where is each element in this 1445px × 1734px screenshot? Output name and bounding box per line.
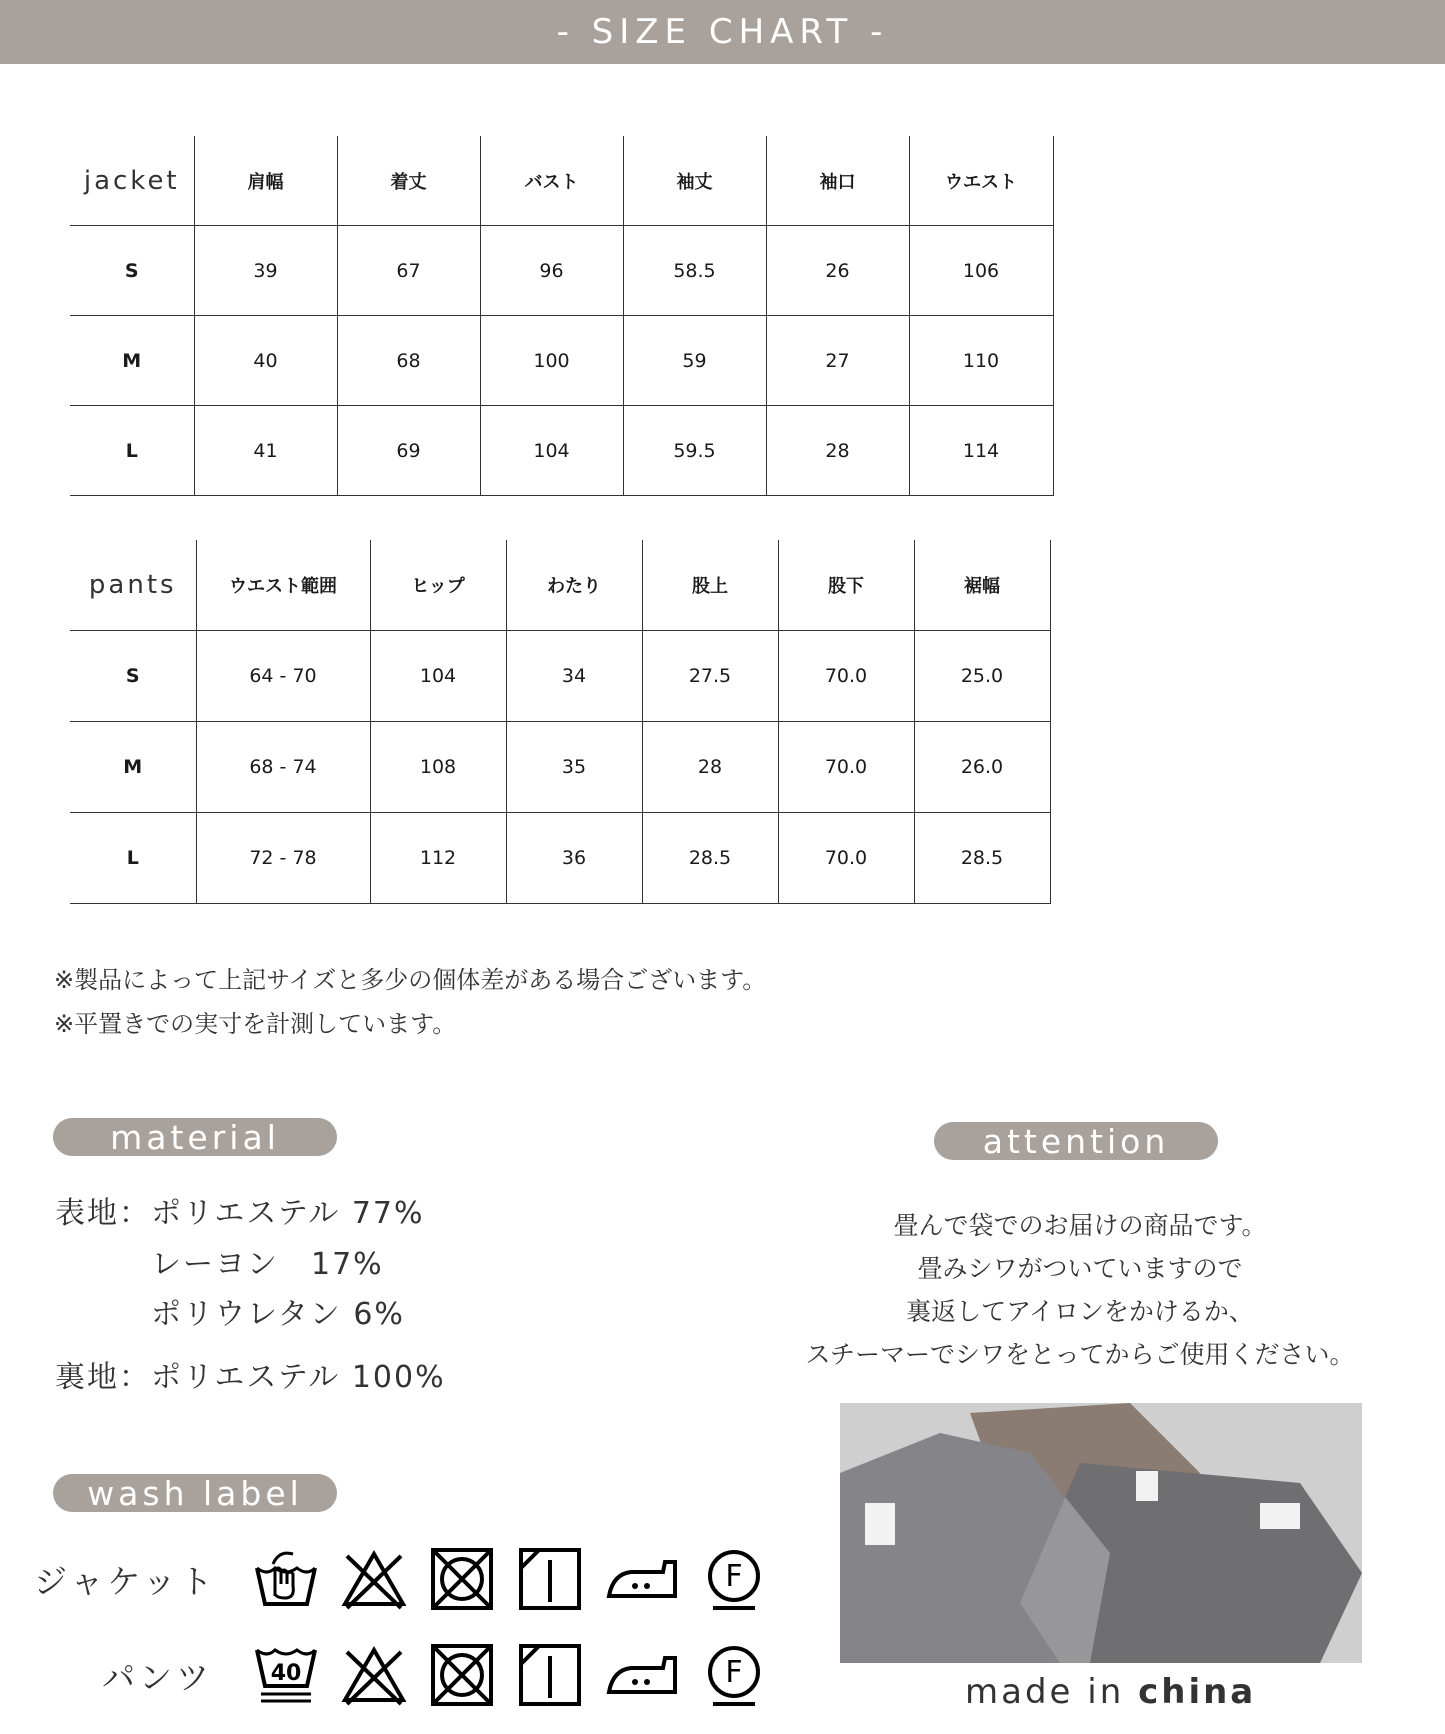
value-cell: 72 - 78	[196, 813, 370, 904]
column-header: 股下	[778, 540, 914, 631]
value-cell: 59	[623, 316, 766, 406]
pants-wash-icons	[253, 1642, 767, 1708]
value-cell: 36	[506, 813, 642, 904]
size-cell: S	[70, 226, 194, 316]
material-line: 表地：ポリエステル 77%	[55, 1196, 425, 1231]
value-cell: 27.5	[642, 631, 778, 722]
size-notes	[54, 958, 766, 1046]
attention-line: 裏返してアイロンをかけるか、	[906, 1297, 1254, 1326]
dry-clean-letter: F	[725, 1559, 743, 1594]
column-header: 股上	[642, 540, 778, 631]
made-in-prefix: made in	[965, 1672, 1125, 1712]
column-header: わたり	[506, 540, 642, 631]
wash-label-pill	[53, 1474, 337, 1512]
size-chart-banner	[0, 0, 1445, 64]
value-cell: 68 - 74	[196, 722, 370, 813]
value-cell: 70.0	[778, 722, 914, 813]
value-cell: 106	[909, 226, 1053, 316]
value-cell: 41	[194, 406, 337, 496]
wash-label-title: wash label	[87, 1473, 303, 1513]
dry-clean-letter: F	[725, 1655, 743, 1690]
value-cell: 40	[194, 316, 337, 406]
jacket-label: jacket	[70, 136, 194, 226]
value-cell: 67	[337, 226, 480, 316]
note-line: ※平置きでの実寸を計測しています。	[54, 1010, 457, 1038]
value-cell: 27	[766, 316, 909, 406]
no-tumble-dry-icon	[429, 1546, 495, 1612]
value-cell: 68	[337, 316, 480, 406]
hand-wash-icon	[253, 1546, 319, 1612]
value-cell: 26.0	[914, 722, 1050, 813]
table-row	[70, 722, 1050, 813]
value-cell: 25.0	[914, 631, 1050, 722]
banner-title: - SIZE CHART -	[556, 12, 889, 52]
size-cell: S	[70, 631, 196, 722]
value-cell: 39	[194, 226, 337, 316]
value-cell: 100	[480, 316, 623, 406]
value-cell: 110	[909, 316, 1053, 406]
no-bleach-icon	[341, 1546, 407, 1612]
value-cell: 28	[642, 722, 778, 813]
value-cell: 64 - 70	[196, 631, 370, 722]
value-cell: 28.5	[914, 813, 1050, 904]
made-in-label	[965, 1672, 1256, 1712]
attention-text	[770, 1204, 1390, 1376]
column-header: 裾幅	[914, 540, 1050, 631]
value-cell: 26	[766, 226, 909, 316]
size-cell: L	[70, 813, 196, 904]
no-tumble-dry-icon	[429, 1642, 495, 1708]
value-cell: 35	[506, 722, 642, 813]
value-cell: 96	[480, 226, 623, 316]
attention-line: スチーマーでシワをとってからご使用ください。	[805, 1340, 1355, 1369]
photo-illustration	[840, 1403, 1362, 1663]
wash-40-icon	[253, 1642, 319, 1708]
column-header: ヒップ	[370, 540, 506, 631]
no-bleach-icon	[341, 1642, 407, 1708]
attention-line: 畳んで袋でのお届けの商品です。	[893, 1211, 1267, 1240]
table-row	[70, 226, 1053, 316]
value-cell: 59.5	[623, 406, 766, 496]
attention-line: 畳みシワがついていますので	[917, 1254, 1243, 1283]
column-header: 着丈	[337, 136, 480, 226]
jacket-wash-icons	[253, 1546, 767, 1612]
table-row	[70, 316, 1053, 406]
material-line: ポリウレタン 6%	[151, 1297, 405, 1332]
pants-wash-label: パンツ	[102, 1658, 213, 1697]
jacket-wash-label: ジャケット	[34, 1562, 217, 1601]
value-cell: 114	[909, 406, 1053, 496]
wash-temperature: 40	[270, 1661, 302, 1686]
value-cell: 34	[506, 631, 642, 722]
line-dry-shade-icon	[517, 1546, 583, 1612]
table-row	[70, 631, 1050, 722]
dry-clean-f-icon	[701, 1546, 767, 1612]
value-cell: 28	[766, 406, 909, 496]
pants-label: pants	[70, 540, 196, 631]
table-row	[70, 813, 1050, 904]
column-header: 袖丈	[623, 136, 766, 226]
table-header-row	[70, 540, 1050, 631]
material-pill	[53, 1118, 337, 1156]
value-cell: 69	[337, 406, 480, 496]
column-header: バスト	[480, 136, 623, 226]
value-cell: 112	[370, 813, 506, 904]
attention-pill	[934, 1122, 1218, 1160]
attention-title: attention	[982, 1121, 1170, 1161]
packaged-product-photo	[840, 1403, 1362, 1663]
line-dry-shade-icon	[517, 1642, 583, 1708]
column-header: 肩幅	[194, 136, 337, 226]
column-header: ウエスト範囲	[196, 540, 370, 631]
made-in-country: china	[1138, 1672, 1257, 1712]
size-cell: M	[70, 722, 196, 813]
column-header: ウエスト	[909, 136, 1053, 226]
value-cell: 104	[370, 631, 506, 722]
table-row	[70, 406, 1053, 496]
pants-size-table	[70, 540, 1051, 904]
iron-low-icon	[605, 1546, 679, 1612]
size-cell: L	[70, 406, 194, 496]
value-cell: 58.5	[623, 226, 766, 316]
value-cell: 28.5	[642, 813, 778, 904]
jacket-size-table	[70, 136, 1054, 496]
value-cell: 108	[370, 722, 506, 813]
value-cell: 104	[480, 406, 623, 496]
dry-clean-f-icon	[701, 1642, 767, 1708]
note-line: ※製品によって上記サイズと多少の個体差がある場合ございます。	[54, 966, 767, 994]
iron-low-icon	[605, 1642, 679, 1708]
column-header: 袖口	[766, 136, 909, 226]
size-cell: M	[70, 316, 194, 406]
material-line: レーヨン 17%	[151, 1247, 384, 1282]
material-line: 裏地：ポリエステル 100%	[55, 1360, 446, 1395]
table-header-row	[70, 136, 1053, 226]
material-title: material	[110, 1117, 280, 1157]
value-cell: 70.0	[778, 631, 914, 722]
value-cell: 70.0	[778, 813, 914, 904]
